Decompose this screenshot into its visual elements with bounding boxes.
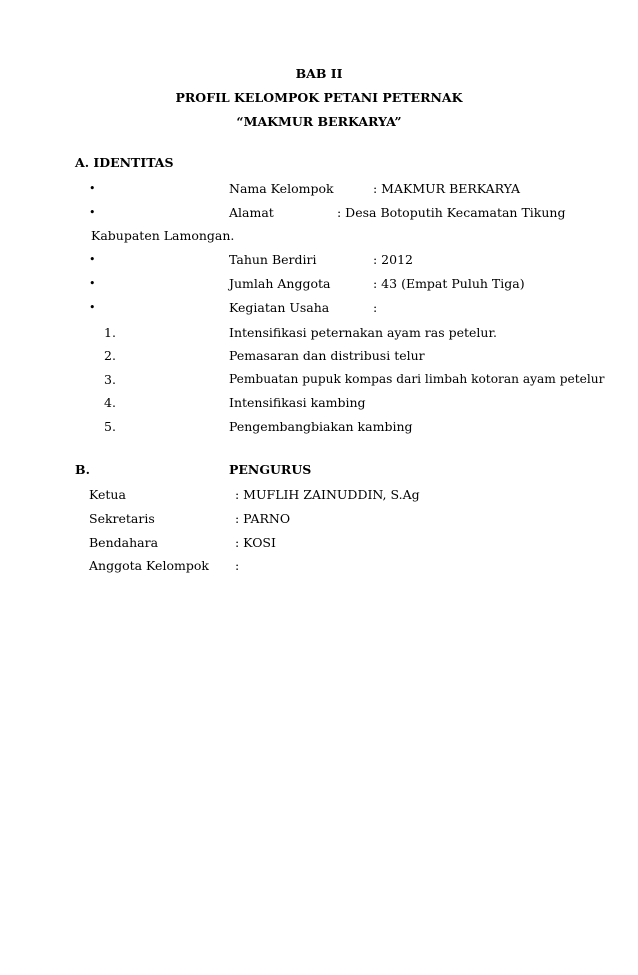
bullet-icon: • (89, 301, 96, 314)
activity-number: 3. (104, 372, 116, 387)
nama-kelompok-label: Nama Kelompok (229, 181, 334, 196)
bullet-icon: • (89, 182, 96, 195)
activity-number: 5. (104, 419, 116, 434)
activity-item: Intensifikasi peternakan ayam ras petelur. (229, 325, 498, 340)
section-b-letter: B. (75, 462, 90, 477)
officer-role: Bendahara (89, 535, 159, 550)
officer-role: Sekretaris (89, 511, 155, 526)
activity-item: Pemasaran dan distribusi telur (229, 348, 425, 363)
group-name-title: “MAKMUR BERKARYA” (236, 114, 402, 129)
bullet-icon: • (89, 206, 96, 219)
nama-kelompok-value: : MAKMUR BERKARYA (373, 181, 520, 196)
document-title: PROFIL KELOMPOK PETANI PETERNAK (175, 90, 463, 105)
officer-name: : KOSI (235, 535, 276, 550)
bullet-icon: • (89, 253, 96, 266)
officer-name: : PARNO (235, 511, 291, 526)
bullet-icon: • (89, 277, 96, 290)
chapter-label: BAB II (295, 66, 343, 81)
jumlah-anggota-label: Jumlah Anggota (229, 276, 331, 291)
jumlah-anggota-value: : 43 (Empat Puluh Tiga) (373, 276, 525, 291)
activity-number: 1. (104, 325, 116, 340)
officer-name: : (235, 558, 240, 573)
activity-item: Pembuatan pupuk kompas dari limbah kotoran ayam petelur (229, 372, 605, 386)
section-b-heading: PENGURUS (229, 462, 312, 477)
alamat-continuation: Kabupaten Lamongan. (91, 228, 235, 243)
activity-number: 4. (104, 395, 116, 410)
tahun-berdiri-label: Tahun Berdiri (229, 252, 317, 267)
section-a-heading: A. IDENTITAS (75, 155, 174, 170)
alamat-label: Alamat (229, 205, 274, 220)
activity-item: Intensifikasi kambing (229, 395, 366, 410)
officer-role: Ketua (89, 487, 126, 502)
kegiatan-usaha-value: : (373, 300, 378, 315)
activity-number: 2. (104, 348, 116, 363)
officer-name: : MUFLIH ZAINUDDIN, S.Ag (235, 487, 420, 502)
officer-role: Anggota Kelompok (89, 558, 209, 573)
tahun-berdiri-value: : 2012 (373, 252, 413, 267)
activity-item: Pengembangbiakan kambing (229, 419, 413, 434)
alamat-value: : Desa Botoputih Kecamatan Tikung (337, 205, 566, 220)
kegiatan-usaha-label: Kegiatan Usaha (229, 300, 330, 315)
